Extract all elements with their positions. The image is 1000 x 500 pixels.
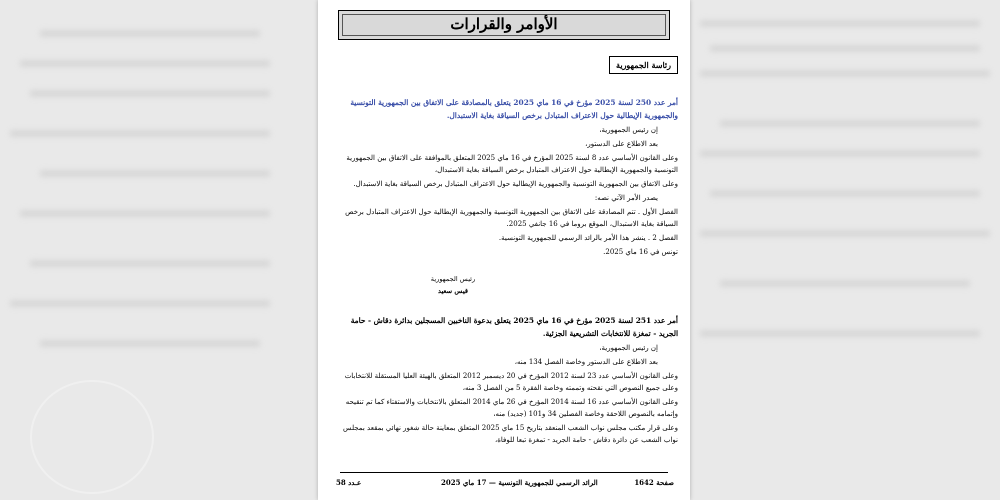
decree-250-title: أمر عدد 250 لسنة 2025 مؤرخ في 16 ماي 2025 يتعلق بالمصادقة على الاتفاق بين الجمهورية التونسية والجمهورية الإيطالية حول الاعتراف المتبادل برخص السياقة بغاية الاستبدال. — [350, 98, 678, 120]
decree-251-p5: وعلى قرار مكتب مجلس نواب الشعب المنعقد بتاريخ 15 ماي 2025 المتعلق بمعاينة حالة شغور نهائي بمقعد بمجلس نواب الشعب عن دائرة دقاش - حامة الجريد - تمغزة تبعا للوفاة، — [343, 424, 678, 444]
header-banner — [338, 10, 670, 40]
decree-250-p1: إن رئيس الجمهورية، — [599, 126, 658, 134]
decree-250-p3: وعلى القانون الأساسي عدد 8 لسنة 2025 المؤرخ في 16 ماي 2025 المتعلق بالموافقة على الاتفاق بين الجمهورية التونسية والجمهورية الإيطالية حول الاعتراف المتبادل برخص السياقة بغاية الاستبدال، — [346, 154, 678, 174]
decree-250-p6: الفصل الأول . تتم المصادقة على الاتفاق بين الجمهورية التونسية والجمهورية الإيطالية حول الاعتراف المتبادل برخص السياقة بغاية الاستبدال، الموقع بروما في 16 جانفي 2025. — [345, 208, 678, 228]
decree-251-p2: بعد الاطلاع على الدستور وخاصة الفصل 134 منه، — [514, 358, 658, 366]
header-title: الأوامر والقرارات — [450, 15, 558, 33]
decree-251-p4: وعلى القانون الأساسي عدد 16 لسنة 2014 المؤرخ في 26 ماي 2014 المتعلق بالانتخابات والاستفتاء كما تم تنقيحه وإتمامه بالنصوص اللاحقة وخاصة الفصلين 34 و101 (جديد) منه، — [345, 398, 678, 418]
decree-251 — [334, 314, 678, 446]
section-label: رئاسة الجمهورية — [609, 56, 678, 74]
signature-title: رئيس الجمهورية — [430, 275, 476, 283]
document-page — [318, 0, 690, 500]
watermark-shape — [30, 380, 154, 494]
footer-rule — [340, 472, 668, 473]
decree-251-p1: إن رئيس الجمهورية، — [599, 344, 658, 352]
footer-page-number: صفحة 1642 — [634, 478, 674, 487]
decree-250-p5: يصدر الأمر الآتي نصه: — [594, 194, 658, 202]
footer-issue: عـدد 58 — [336, 478, 362, 487]
footer-journal: الرائد الرسمي للجمهورية التونسية — 17 ماي 2025 — [441, 478, 598, 487]
decree-250-p4: وعلى الاتفاق بين الجمهورية التونسية والجمهورية الإيطالية حول الاعتراف المتبادل برخص السياقة بغاية الاستبدال. — [353, 180, 678, 188]
decree-251-title: أمر عدد 251 لسنة 2025 مؤرخ في 16 ماي 2025 يتعلق بدعوة الناخبين المسجلين بدائرة دقاش - حامة الجريد - تمغزة للانتخابات التشريعية الجزئية. — [350, 316, 678, 338]
signature-name: قيس سعيد — [437, 287, 468, 295]
blurred-right-panel — [680, 0, 1000, 500]
decree-250-p7: الفصل 2 . ينشر هذا الأمر بالرائد الرسمي للجمهورية التونسية. — [498, 234, 678, 242]
decree-250-p2: بعد الاطلاع على الدستور، — [585, 140, 658, 148]
decree-251-p3: وعلى القانون الأساسي عدد 23 لسنة 2012 المؤرخ في 20 ديسمبر 2012 المتعلق بالهيئة العليا المستقلة للانتخابات وعلى جميع النصوص التي نقحته وتممته وخاصة الفقرة 5 من الفصل 3 منه، — [344, 372, 678, 392]
decree-250 — [334, 96, 678, 258]
decree-250-p8: تونس في 16 ماي 2025. — [603, 248, 678, 256]
